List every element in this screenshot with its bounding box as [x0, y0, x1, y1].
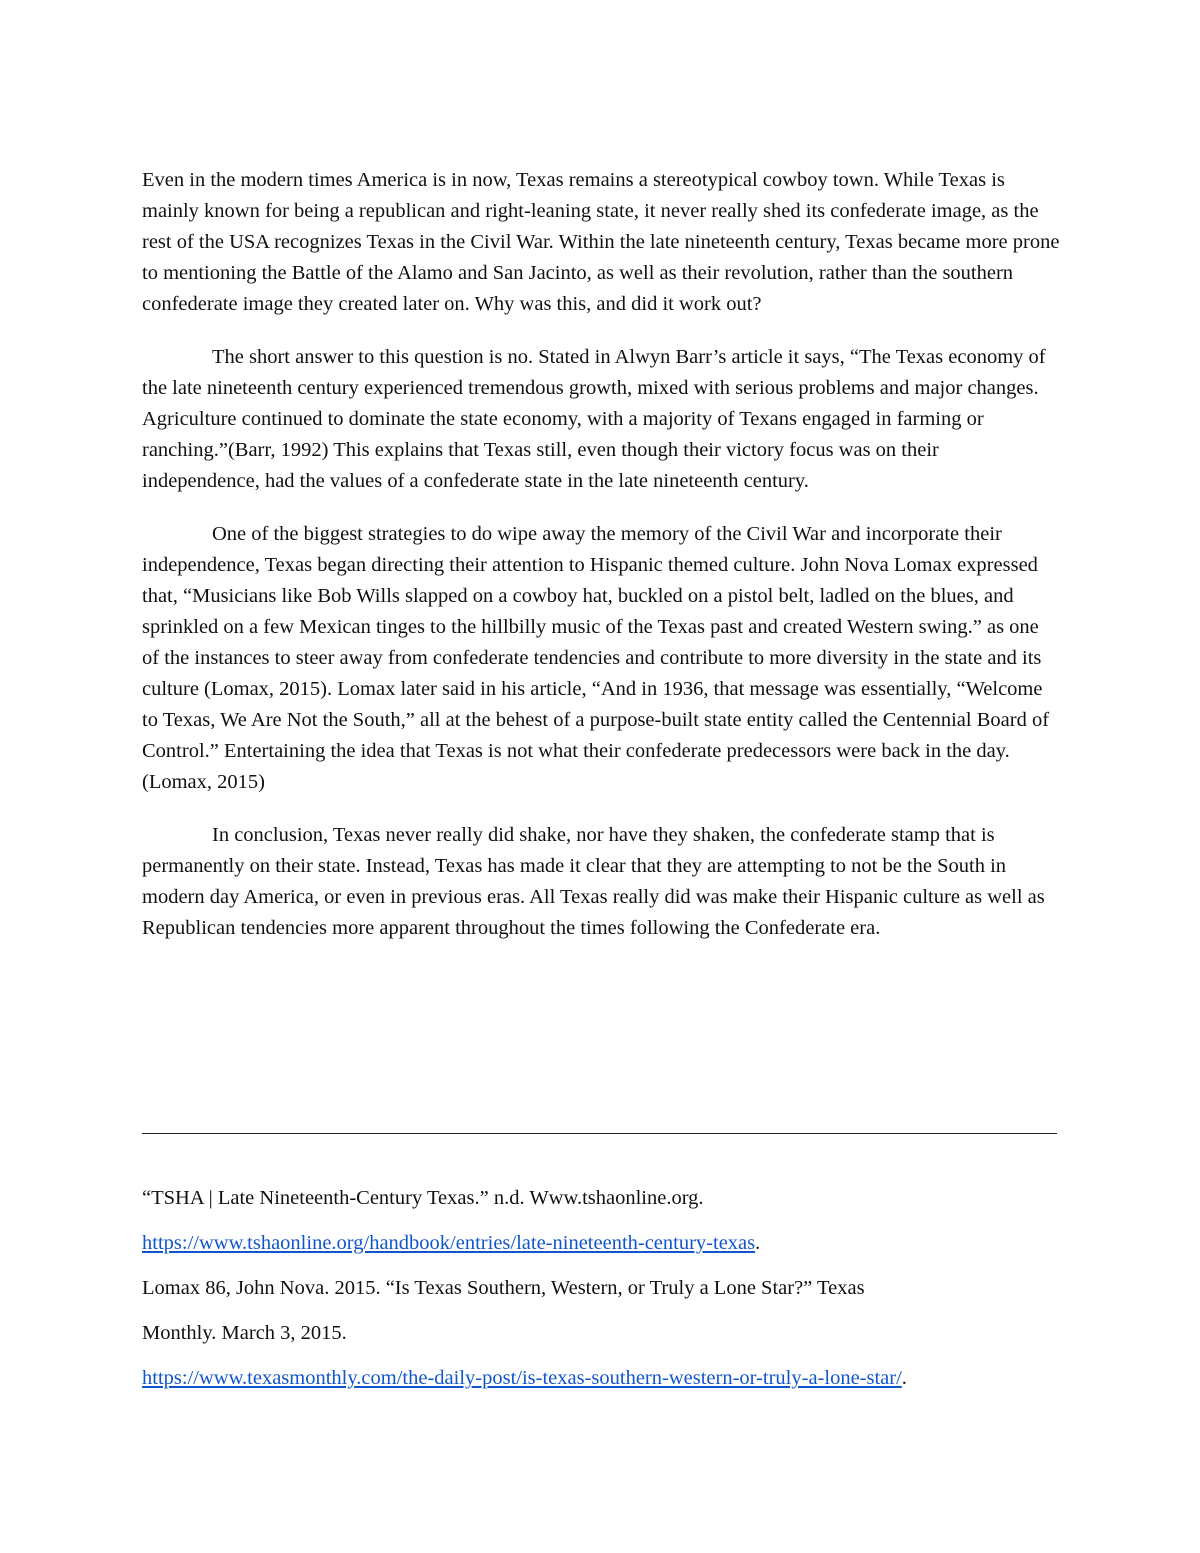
- references-list: [142, 1176, 1060, 1401]
- reference-lomax-url-line: [142, 1356, 1060, 1401]
- reference-tsha-url-line: [142, 1221, 1060, 1266]
- references-divider: [142, 1133, 1057, 1134]
- reference-tsha-link[interactable]: https://www.tshaonline.org/handbook/entries/late-nineteenth-century-texas: [142, 1232, 756, 1254]
- reference-lomax-citation-cont: Monthly. March 3, 2015.: [142, 1322, 347, 1344]
- essay-body: [142, 165, 1060, 966]
- reference-tsha-url-period: .: [755, 1232, 761, 1254]
- paragraph-lomax: One of the biggest strategies to do wipe away the memory of the Civil War and incorporate their independence, Texas began directing their attention to Hispanic themed culture. John Nova Lomax expressed that, “Musicians like Bob Wills slapped on a cowboy hat, buckled on a pistol belt, ladled on the blues, and sprinkled on a few Mexican tinges to the hillbilly music of the Texas past and created Western swing.” as one of the instances to steer away from confederate tendencies and contribute to more diversity in the state and its culture (Lomax, 2015). Lomax later said in his article, “And in 1936, that message was essentially, “Welcome to Texas, We Are Not the South,” all at the behest of a purpose-built state entity called the Centennial Board of Control.” Entertaining the idea that Texas is not what their confederate predecessors were back in the day. (Lomax, 2015): [142, 523, 1050, 793]
- paragraph-conclusion: In conclusion, Texas never really did shake, nor have they shaken, the confederate stamp that is permanently on their state. Instead, Texas has made it clear that they are attempting to not be the South in modern day America, or even in previous eras. All Texas really did was make their Hispanic culture as well as Republican tendencies more apparent throughout the times following the Confederate era.: [142, 824, 1045, 939]
- reference-lomax-citation: Lomax 86, John Nova. 2015. “Is Texas Southern, Western, or Truly a Lone Star?” Texas: [142, 1277, 865, 1299]
- reference-tsha-citation: “TSHA | Late Nineteenth-Century Texas.” n.d. Www.tshaonline.org.: [142, 1187, 704, 1209]
- paragraph-intro: Even in the modern times America is in now, Texas remains a stereotypical cowboy town. While Texas is mainly known for being a republican and right-leaning state, it never really shed its confederate image, as the rest of the USA recognizes Texas in the Civil War. Within the late nineteenth century, Texas became more prone to mentioning the Battle of the Alamo and San Jacinto, as well as their revolution, rather than the southern confederate image they created later on. Why was this, and did it work out?: [142, 169, 1060, 315]
- reference-lomax-url-period: .: [901, 1367, 907, 1389]
- reference-lomax-link[interactable]: https://www.texasmonthly.com/the-daily-post/is-texas-southern-western-or-truly-a-lone-star/: [142, 1367, 902, 1389]
- paragraph-barr: The short answer to this question is no. Stated in Alwyn Barr’s article it says, “The Texas economy of the late nineteenth century experienced tremendous growth, mixed with serious problems and major changes. Agriculture continued to dominate the state economy, with a majority of Texans engaged in farming or ranching.”(Barr, 1992) This explains that Texas still, even though their victory focus was on their independence, had the values of a confederate state in the late nineteenth century.: [142, 346, 1046, 492]
